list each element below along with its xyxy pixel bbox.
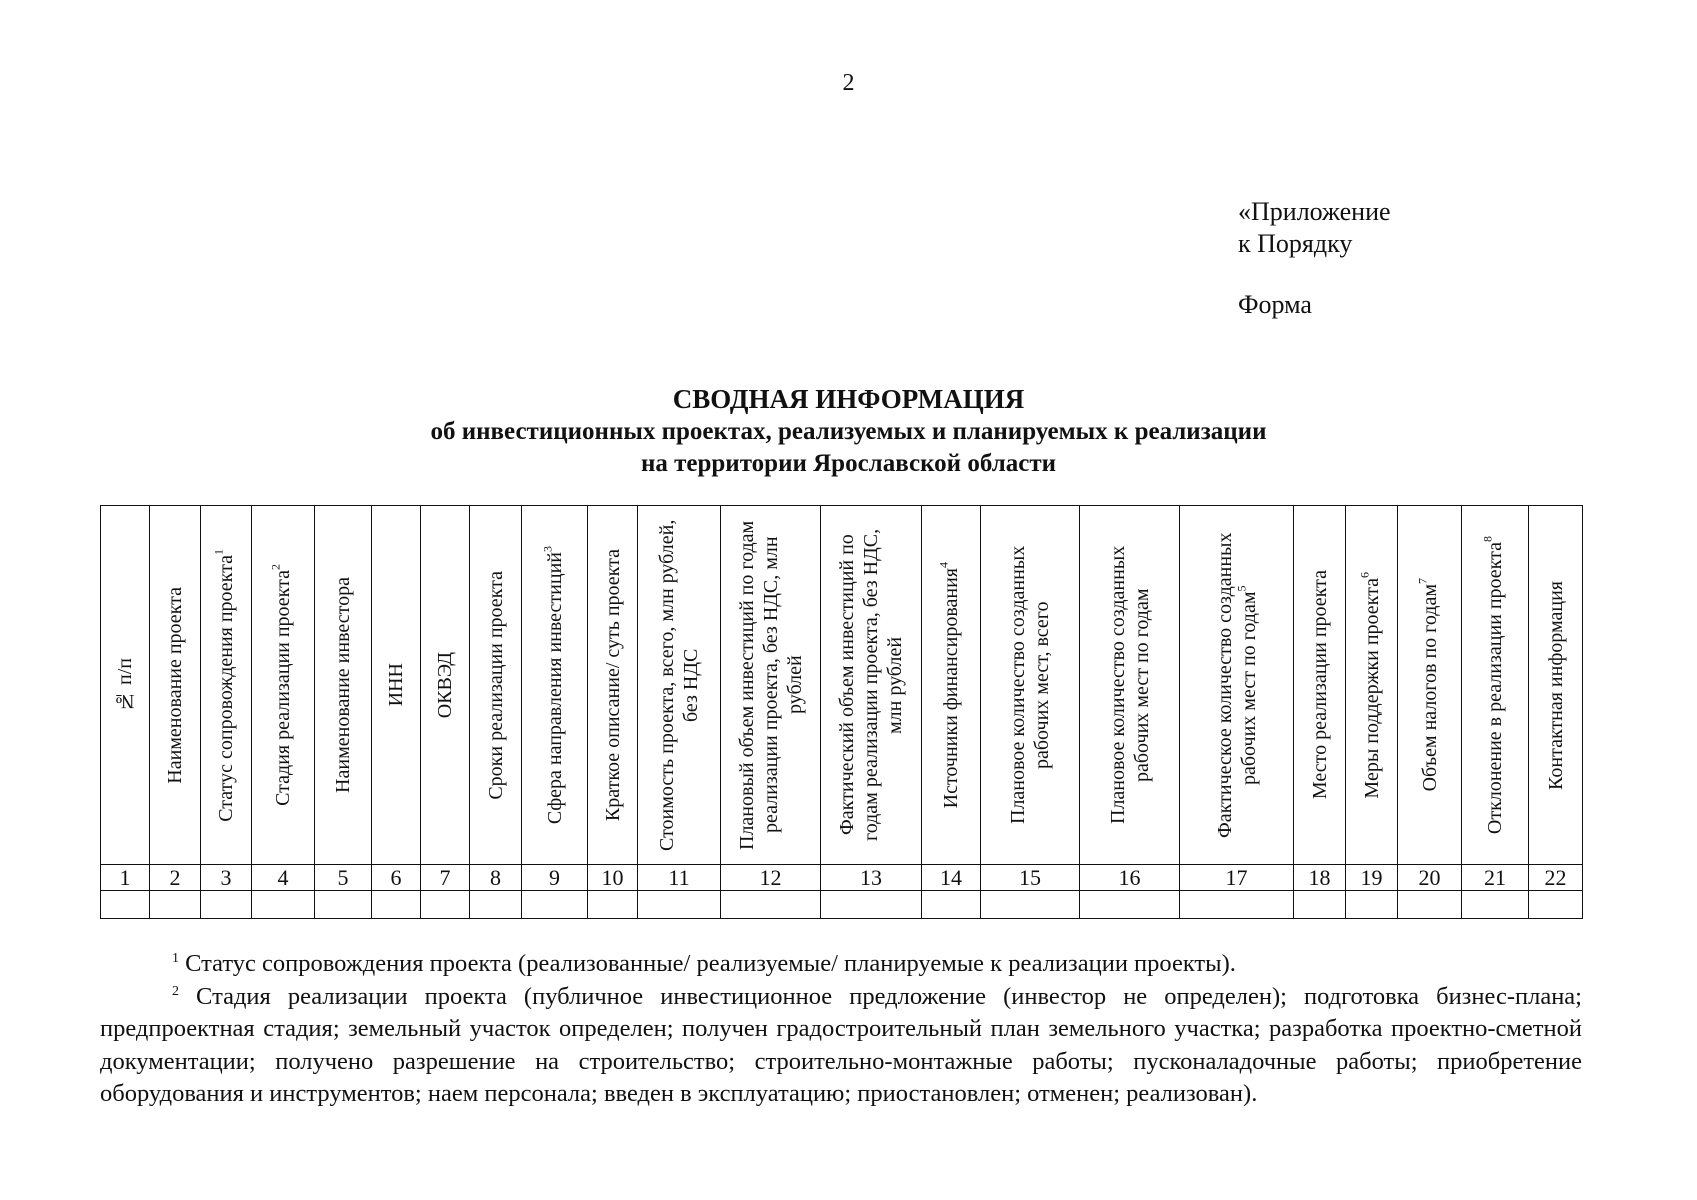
header-cell <box>150 506 201 865</box>
footnote-1-mark: 1 <box>172 950 179 966</box>
form-label: Форма <box>1238 290 1312 319</box>
title-main: СВОДНАЯ ИНФОРМАЦИЯ <box>672 384 1025 414</box>
title-line-3: на территории Ярославской области <box>640 450 1057 477</box>
empty-cell[interactable] <box>638 891 721 919</box>
header-cell <box>315 506 372 865</box>
column-number-cell: 4 <box>252 865 315 891</box>
appendix-reference <box>1238 196 1391 260</box>
empty-cell[interactable] <box>1529 891 1583 919</box>
header-footnote-mark: 8 <box>1480 535 1495 542</box>
header-cell <box>721 506 821 865</box>
header-cell <box>522 506 588 865</box>
footnotes <box>100 948 1582 1111</box>
header-cell <box>1529 506 1583 865</box>
header-label: Плановое количество созданных рабочих мест по годам <box>1106 545 1153 825</box>
appendix-line-2: к Порядку <box>1238 229 1353 258</box>
column-number-cell: 18 <box>1294 865 1346 891</box>
header-label: Отклонение в реализации проекта$^8$ <box>1480 535 1506 835</box>
header-cell <box>1398 506 1462 865</box>
table-row <box>101 891 1583 919</box>
empty-cell[interactable] <box>1180 891 1294 919</box>
empty-cell[interactable] <box>522 891 588 919</box>
header-footnote-mark: 4 <box>936 561 951 568</box>
footnote-2-mark: 2 <box>172 983 179 999</box>
column-number-cell: 22 <box>1529 865 1583 891</box>
column-number-cell: 20 <box>1398 865 1462 891</box>
header-label: Плановый объем инвестиций по годам реализации проекта, без НДС, млн рублей <box>735 520 806 850</box>
empty-cell[interactable] <box>315 891 372 919</box>
empty-cell[interactable] <box>1080 891 1180 919</box>
column-number-cell: 10 <box>588 865 638 891</box>
header-cell <box>1180 506 1294 865</box>
header-label: Сроки реализации проекта <box>484 570 507 800</box>
header-label: № п/п <box>114 658 136 712</box>
empty-cell[interactable] <box>588 891 638 919</box>
header-footnote-mark: 1 <box>211 548 226 555</box>
empty-cell[interactable] <box>1346 891 1398 919</box>
empty-cell[interactable] <box>470 891 522 919</box>
title-line-2: об инвестиционных проектах, реализуемых и планируемых к реализации <box>430 418 1267 445</box>
header-footnote-mark: 7 <box>1414 578 1429 585</box>
appendix-line-1: «Приложение <box>1238 197 1391 226</box>
empty-cell[interactable] <box>150 891 201 919</box>
column-number-cell: 14 <box>922 865 981 891</box>
column-number-cell: 15 <box>981 865 1080 891</box>
footnote-2 <box>100 981 1582 1111</box>
header-cell <box>638 506 721 865</box>
column-number-cell: 2 <box>150 865 201 891</box>
header-label: Стоимость проекта, всего, млн рублей, без НДС <box>656 519 702 851</box>
empty-cell[interactable] <box>922 891 981 919</box>
header-label: Объем налогов по годам$^7$ <box>1414 578 1441 792</box>
empty-cell[interactable] <box>101 891 150 919</box>
page-number: 2 <box>842 70 855 96</box>
header-label: Меры поддержки проекта$^6$ <box>1356 571 1383 799</box>
column-number-cell: 11 <box>638 865 721 891</box>
header-cell <box>588 506 638 865</box>
table-header-row <box>101 506 1583 865</box>
table-column-number-row <box>101 865 1583 891</box>
header-label: Место реализации проекта <box>1308 570 1331 800</box>
column-number-cell: 16 <box>1080 865 1180 891</box>
empty-cell[interactable] <box>201 891 252 919</box>
header-cell <box>470 506 522 865</box>
header-label: Наименование инвестора <box>332 577 354 793</box>
column-number-cell: 21 <box>1462 865 1529 891</box>
column-number-cell: 13 <box>821 865 922 891</box>
empty-cell[interactable] <box>252 891 315 919</box>
header-label: Статус сопровождения проекта$^1$ <box>211 548 237 822</box>
header-footnote-mark: 6 <box>1356 571 1371 578</box>
column-number-cell: 1 <box>101 865 150 891</box>
header-cell <box>1462 506 1529 865</box>
header-label: Фактическое количество созданных рабочих мест по годам$^5$ <box>1213 532 1260 838</box>
column-number-cell: 3 <box>201 865 252 891</box>
header-label: Фактический объем инвестиций по годам реализации проекта, без НДС, млн рублей <box>836 528 906 842</box>
column-number-cell: 12 <box>721 865 821 891</box>
header-footnote-mark: 3 <box>539 545 554 552</box>
header-footnote-mark: 5 <box>1233 585 1248 592</box>
header-cell <box>821 506 922 865</box>
header-label: ОКВЭД <box>434 651 456 719</box>
header-cell <box>201 506 252 865</box>
header-cell <box>922 506 981 865</box>
header-cell <box>101 506 150 865</box>
column-number-cell: 19 <box>1346 865 1398 891</box>
empty-cell[interactable] <box>821 891 922 919</box>
empty-cell[interactable] <box>372 891 421 919</box>
header-cell <box>372 506 421 865</box>
column-number-cell: 7 <box>421 865 470 891</box>
header-cell <box>981 506 1080 865</box>
header-label: Стадия реализации проекта$^2$ <box>268 564 294 806</box>
investment-projects-table <box>100 505 1583 919</box>
header-cell <box>421 506 470 865</box>
document-title <box>200 382 1497 480</box>
empty-cell[interactable] <box>721 891 821 919</box>
footnote-1 <box>100 948 1582 981</box>
column-number-cell: 9 <box>522 865 588 891</box>
empty-cell[interactable] <box>1462 891 1529 919</box>
header-cell <box>1294 506 1346 865</box>
column-number-cell: 6 <box>372 865 421 891</box>
header-cell <box>1080 506 1180 865</box>
empty-cell[interactable] <box>1398 891 1462 919</box>
empty-cell[interactable] <box>981 891 1080 919</box>
header-label: Наименование проекта <box>164 586 186 784</box>
header-label: Краткое описание/ суть проекта <box>601 548 624 822</box>
column-number-cell: 8 <box>470 865 522 891</box>
header-cell <box>1346 506 1398 865</box>
header-cell <box>252 506 315 865</box>
header-label: Плановое количество созданных рабочих мест, всего <box>1007 545 1053 825</box>
column-number-cell: 5 <box>315 865 372 891</box>
header-label: Сфера направления инвестиций$^3$ <box>539 545 566 825</box>
header-label: ИНН <box>385 663 407 707</box>
footnote-1-text: Статус сопровождения проекта (реализованные/ реализуемые/ планируемые к реализации проекты). <box>179 950 1236 977</box>
column-number-cell: 17 <box>1180 865 1294 891</box>
empty-cell[interactable] <box>1294 891 1346 919</box>
empty-cell[interactable] <box>421 891 470 919</box>
header-label: Источники финансирования$^4$ <box>936 561 962 809</box>
header-label: Контактная информация <box>1544 580 1567 790</box>
footnote-2-text: Стадия реализации проекта (публичное инвестиционное предложение (инвестор не определен); подготовка бизнес-плана; предпроектная стадия; земельный участок определен; получен градостроительный план земельного участка; разработка проектно-сметной документации; получено разрешение на строительство; строительно-монтажные работы; пусконаладочные работы; приобретение оборудования и инструментов; наем персонала; введен в эксплуатацию; приостановлен; отменен; реализован). <box>100 982 1582 1107</box>
header-footnote-mark: 2 <box>268 564 283 571</box>
